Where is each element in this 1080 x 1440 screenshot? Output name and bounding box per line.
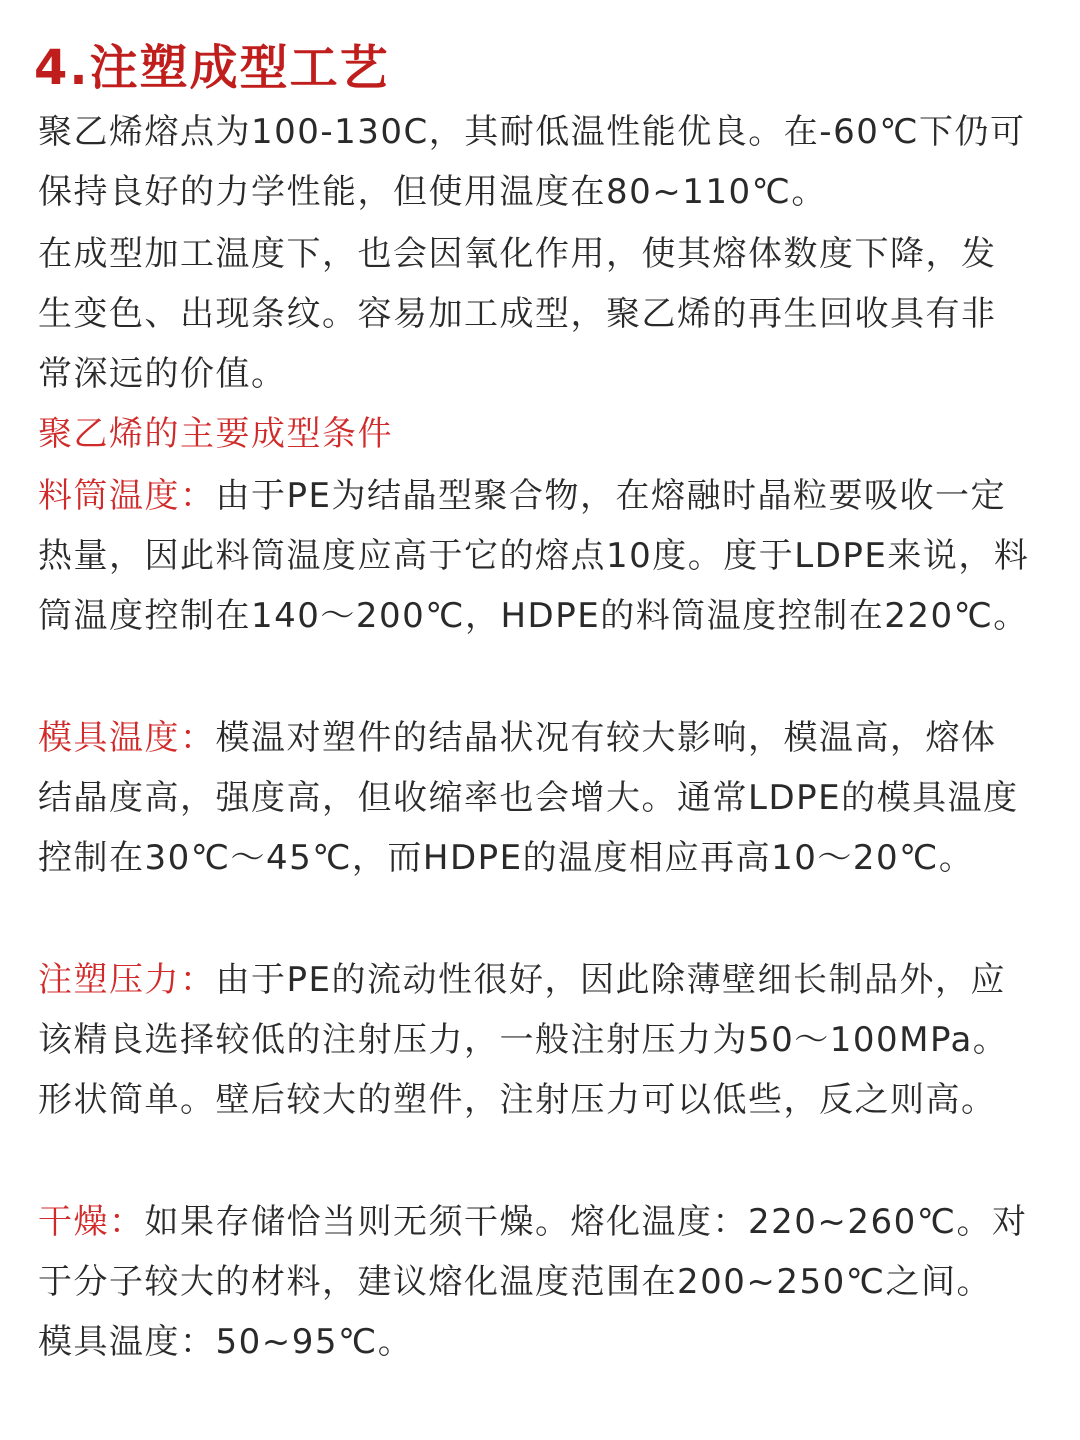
intro-line-3: 在成型加工温度下，也会因氧化作用，使其熔体数度下降，发 xyxy=(38,234,997,274)
page-title: 4.注塑成型工艺 xyxy=(34,40,390,96)
pressure-line-1 xyxy=(38,950,1006,1010)
drying-text-1: 如果存储恰当则无须干燥。熔化温度：220~260℃。对 xyxy=(144,1202,1028,1242)
drying-label: 干燥： xyxy=(38,1202,145,1242)
mold-temp-text-1: 模温对塑件的结晶状况有较大影响，模温高，熔体 xyxy=(215,718,997,758)
drying-line-1 xyxy=(38,1192,1027,1252)
mold-temp-line-2: 结晶度高，强度高，但收缩率也会增大。通常LDPE的模具温度 xyxy=(38,778,1019,818)
pressure-line-2: 该精良选择较低的注射压力，一般注射压力为50～100MPa。 xyxy=(38,1020,1009,1060)
mold-temp-label: 模具温度： xyxy=(38,718,216,758)
intro-line-4: 生变色、出现条纹。容易加工成型，聚乙烯的再生回收具有非 xyxy=(38,294,997,334)
barrel-temp-line-1 xyxy=(38,466,1006,526)
pressure-line-3: 形状简单。壁后较大的塑件，注射压力可以低些，反之则高。 xyxy=(38,1080,997,1120)
pressure-text-1: 由于PE的流动性很好，因此除薄壁细长制品外，应 xyxy=(215,960,1006,1000)
barrel-temp-text-1: 由于PE为结晶型聚合物，在熔融时晶粒要吸收一定 xyxy=(215,476,1006,516)
mold-temp-line-1 xyxy=(38,708,997,768)
drying-line-3: 模具温度：50~95℃。 xyxy=(38,1322,414,1362)
pressure-label: 注塑压力： xyxy=(38,960,216,1000)
intro-line-5: 常深远的价值。 xyxy=(38,354,287,394)
barrel-temp-line-2: 热量，因此料筒温度应高于它的熔点10度。度于LDPE来说，料 xyxy=(38,536,1030,576)
section-subheading: 聚乙烯的主要成型条件 xyxy=(38,414,393,454)
intro-line-1: 聚乙烯熔点为100-130C，其耐低温性能优良。在-60℃下仍可 xyxy=(38,112,1026,152)
barrel-temp-line-3: 筒温度控制在140～200℃，HDPE的料筒温度控制在220℃。 xyxy=(38,596,1029,636)
intro-line-2: 保持良好的力学性能，但使用温度在80~110℃。 xyxy=(38,172,827,212)
barrel-temp-label: 料筒温度： xyxy=(38,476,216,516)
mold-temp-line-3: 控制在30℃～45℃，而HDPE的温度相应再高10～20℃。 xyxy=(38,838,975,878)
drying-line-2: 于分子较大的材料，建议熔化温度范围在200~250℃之间。 xyxy=(38,1262,992,1302)
